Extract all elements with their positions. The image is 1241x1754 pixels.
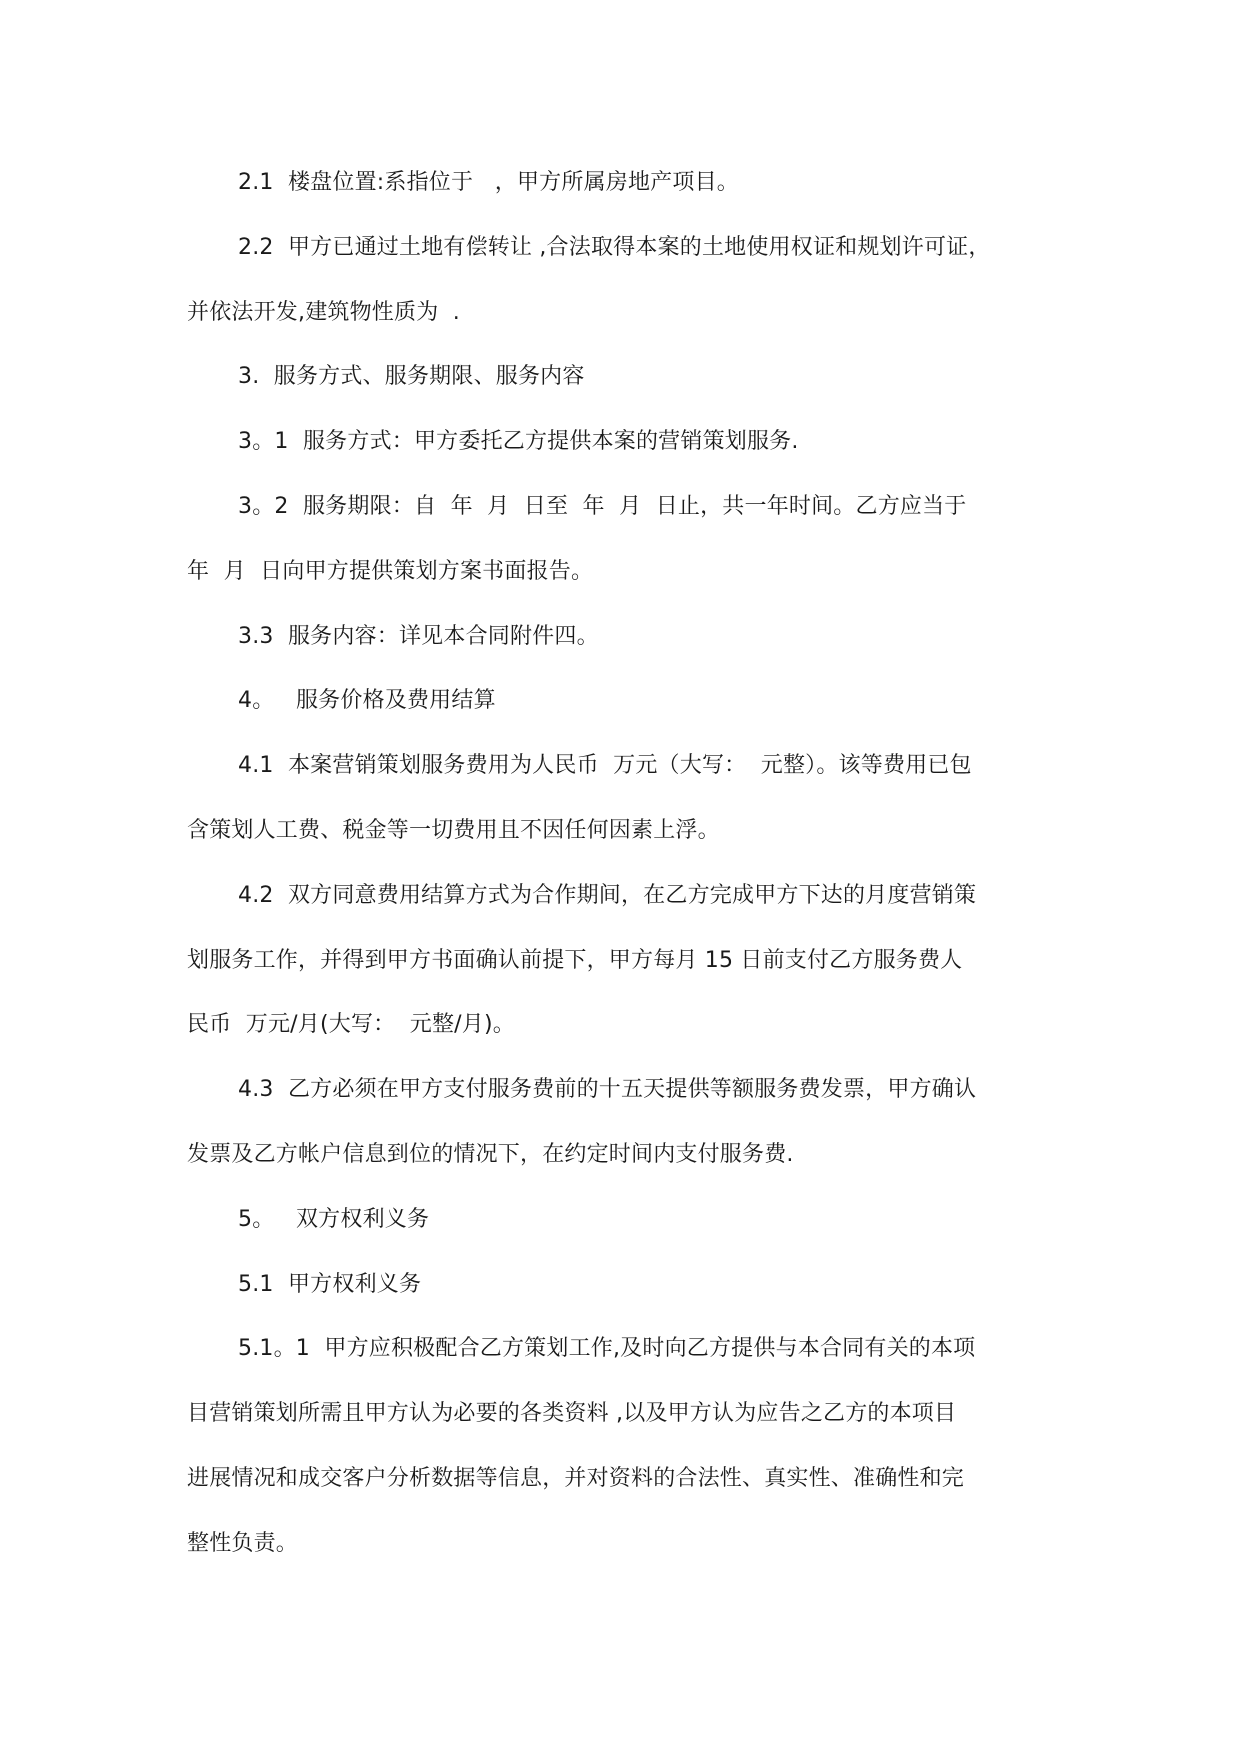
clause-3-2: 3。2 服务期限：自 年 月 日至 年 月 日止，共一年时间。乙方应当于 (238, 494, 967, 519)
clause-5-1-1-cont-2: 进展情况和成交客户分析数据等信息，并对资料的合法性、真实性、准确性和完 (187, 1466, 965, 1491)
clause-5-1-1-cont-3: 整性负责。 (187, 1531, 299, 1556)
section-3-heading: 3. 服务方式、服务期限、服务内容 (238, 364, 585, 389)
clause-5-1-1-cont-1: 目营销策划所需且甲方认为必要的各类资料 ,以及甲方认为应告之乙方的本项目 (187, 1401, 957, 1426)
section-5-heading: 5。 双方权利义务 (238, 1207, 430, 1232)
clause-4-1: 4.1 本案营销策划服务费用为人民币 万元（大写： 元整）。该等费用已包 (238, 753, 972, 778)
clause-5-1-1: 5.1。1 甲方应积极配合乙方策划工作,及时向乙方提供与本合同有关的本项 (238, 1336, 976, 1361)
clause-4-3-cont: 发票及乙方帐户信息到位的情况下，在约定时间内支付服务费. (187, 1142, 794, 1167)
clause-2-2-cont: 并依法开发,建筑物性质为 . (187, 300, 460, 325)
clause-4-2-cont-2: 民币 万元/月(大写： 元整/月)。 (187, 1012, 515, 1037)
clause-3-1: 3。1 服务方式：甲方委托乙方提供本案的营销策划服务. (238, 429, 799, 454)
clause-4-2-cont-1: 划服务工作，并得到甲方书面确认前提下，甲方每月 15 日前支付乙方服务费人 (187, 948, 963, 973)
clause-2-1: 2.1 楼盘位置:系指位于 ，甲方所属房地产项目。 (238, 170, 739, 195)
clause-5-1: 5.1 甲方权利义务 (238, 1272, 422, 1297)
clause-3-2-cont: 年 月 日向甲方提供策划方案书面报告。 (187, 559, 594, 584)
clause-3-3: 3.3 服务内容：详见本合同附件四。 (238, 624, 599, 649)
section-4-heading: 4。 服务价格及费用结算 (238, 688, 496, 713)
clause-4-1-cont: 含策划人工费、税金等一切费用且不因任何因素上浮。 (187, 818, 720, 843)
clause-4-2: 4.2 双方同意费用结算方式为合作期间，在乙方完成甲方下达的月度营销策 (238, 883, 977, 908)
clause-4-3: 4.3 乙方必须在甲方支付服务费前的十五天提供等额服务费发票，甲方确认 (238, 1077, 977, 1102)
clause-2-2: 2.2 甲方已通过土地有偿转让 ,合法取得本案的土地使用权证和规划许可证， (238, 235, 991, 260)
